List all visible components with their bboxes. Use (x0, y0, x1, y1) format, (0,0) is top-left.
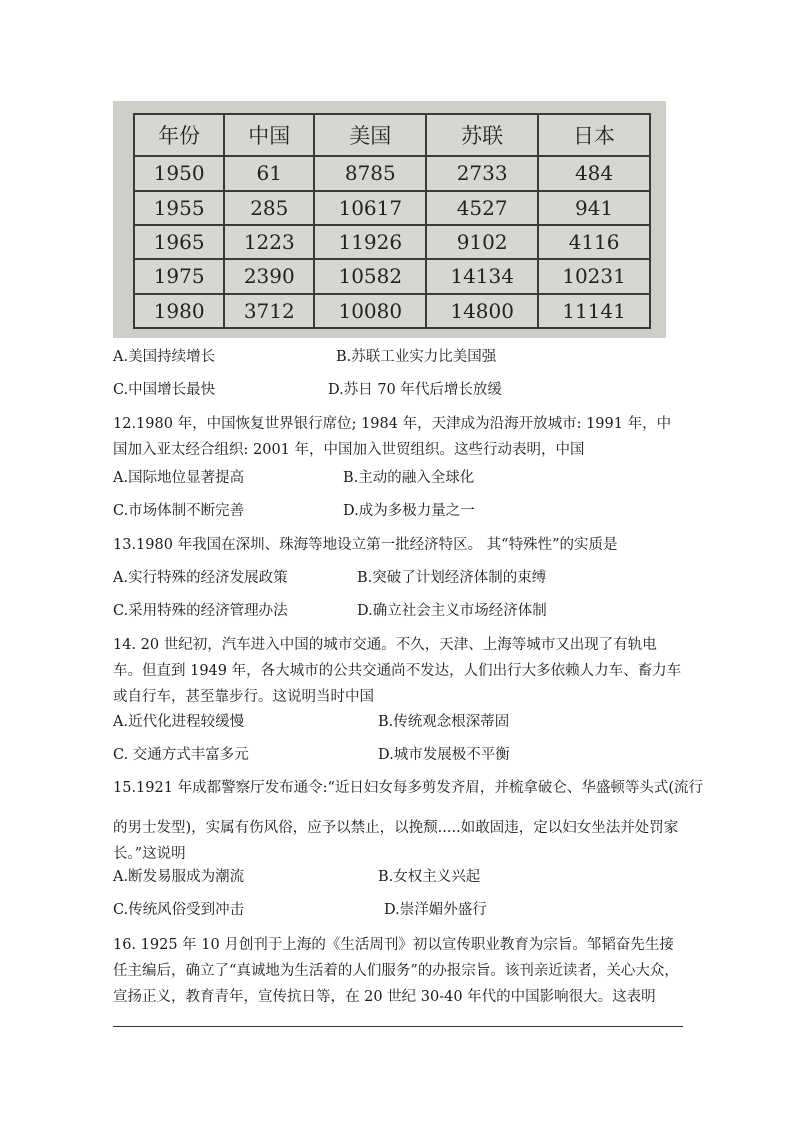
q15-option-a: A.断发易服成为潮流 (113, 869, 245, 885)
table-header-row (134, 114, 650, 156)
cell: 14134 (426, 259, 538, 293)
cell: 14800 (426, 294, 538, 328)
q12-option-a: A.国际地位显著提高 (113, 470, 245, 486)
header-china: 中国 (224, 114, 314, 156)
cell: 1955 (134, 191, 224, 225)
header-ussr: 苏联 (426, 114, 538, 156)
cell: 484 (538, 156, 650, 190)
cell: 2390 (224, 259, 314, 293)
cell: 11926 (314, 225, 426, 259)
header-year: 年份 (134, 114, 224, 156)
q16-stem: 16. 1925 年 10 月创刊于上海的《生活周刊》初以宣传职业教育为宗旨。邹韬奋先生接任主编后，确立了“真诚地为生活着的人们服务”的办报宗旨。该刊亲近读者，关心大众，宣扬正义，教育青年，宣传抗日等，在 20 世纪 30-40 年代的中国影响很大。这表明 (113, 937, 679, 1005)
page-divider (113, 1026, 683, 1027)
q11-option-a: A.美国持续增长 (113, 349, 216, 365)
header-usa: 美国 (314, 114, 426, 156)
q14-stem: 14. 20 世纪初，汽车进入中国的城市交通。不久，天津、上海等城市又出现了有轨电车。但直到 1949 年，各大城市的公共交通尚不发达，人们出行大多依赖人力车、畜力车或自行车，甚至靠步行。这说明当时中国 (113, 637, 682, 705)
cell: 1975 (134, 259, 224, 293)
q15-option-d: D.崇洋媚外盛行 (384, 902, 487, 918)
q12-option-d: D.成为多极力量之一 (343, 503, 475, 519)
table-row (134, 225, 650, 259)
table-row (134, 156, 650, 190)
q13-stem: 13.1980 年我国在深圳、珠海等地设立第一批经济特区。 其“特殊性”的实质是 (113, 537, 618, 553)
cell: 10080 (314, 294, 426, 328)
q13-option-c: C.采用特殊的经济管理办法 (113, 603, 288, 619)
cell: 285 (224, 191, 314, 225)
q11-option-d: D.苏日 70 年代后增长放缓 (328, 382, 502, 398)
q15-option-c: C.传统风俗受到冲击 (113, 902, 245, 918)
cell: 1965 (134, 225, 224, 259)
cell: 9102 (426, 225, 538, 259)
table-row (134, 294, 650, 328)
header-japan: 日本 (538, 114, 650, 156)
q13-option-b: B.突破了计划经济体制的束缚 (357, 570, 547, 586)
table-row (134, 259, 650, 293)
q14-option-d: D.城市发展极不平衡 (378, 747, 510, 763)
q11-option-c: C.中国增长最快 (113, 382, 216, 398)
q13-option-d: D.确立社会主义市场经济体制 (357, 603, 547, 619)
cell: 8785 (314, 156, 426, 190)
cell: 10617 (314, 191, 426, 225)
q15-option-b: B.女权主义兴起 (378, 869, 481, 885)
q11-option-b: B.苏联工业实力比美国强 (336, 349, 497, 365)
cell: 61 (224, 156, 314, 190)
table-photo (113, 101, 666, 338)
q12-stem: 12.1980 年，中国恢复世界银行席位; 1984 年，天津成为沿海开放城市: 1991 年，中国加入亚太经合组织: 2001 年，中国加入世贸组织。这些行动表明，中国 (113, 416, 672, 458)
cell: 2733 (426, 156, 538, 190)
cell: 4116 (538, 225, 650, 259)
table-row (134, 191, 650, 225)
cell: 11141 (538, 294, 650, 328)
cell: 1950 (134, 156, 224, 190)
production-table (133, 113, 651, 329)
cell: 1980 (134, 294, 224, 328)
cell: 3712 (224, 294, 314, 328)
cell: 4527 (426, 191, 538, 225)
q14-option-b: B.传统观念根深蒂固 (378, 714, 510, 730)
cell: 10582 (314, 259, 426, 293)
q12-option-c: C.市场体制不断完善 (113, 503, 245, 519)
q12-option-b: B.主动的融入全球化 (343, 470, 475, 486)
q15-stem-line1: 15.1921 年成都警察厅发布通令:“近日妇女每多剪发齐眉，并梳拿破仑、华盛顿等头式(流行 (113, 780, 704, 796)
cell: 10231 (538, 259, 650, 293)
cell: 941 (538, 191, 650, 225)
q15-stem-line2: 的男士发型)，实属有伤风俗，应予以禁止，以挽颓.....如敢固违，定以妇女坐法并处罚家长。”这说明 (113, 820, 679, 862)
q14-option-a: A.近代化进程较缓慢 (113, 714, 245, 730)
q14-option-c: C. 交通方式丰富多元 (113, 747, 249, 763)
q13-option-a: A.实行特殊的经济发展政策 (113, 570, 288, 586)
cell: 1223 (224, 225, 314, 259)
